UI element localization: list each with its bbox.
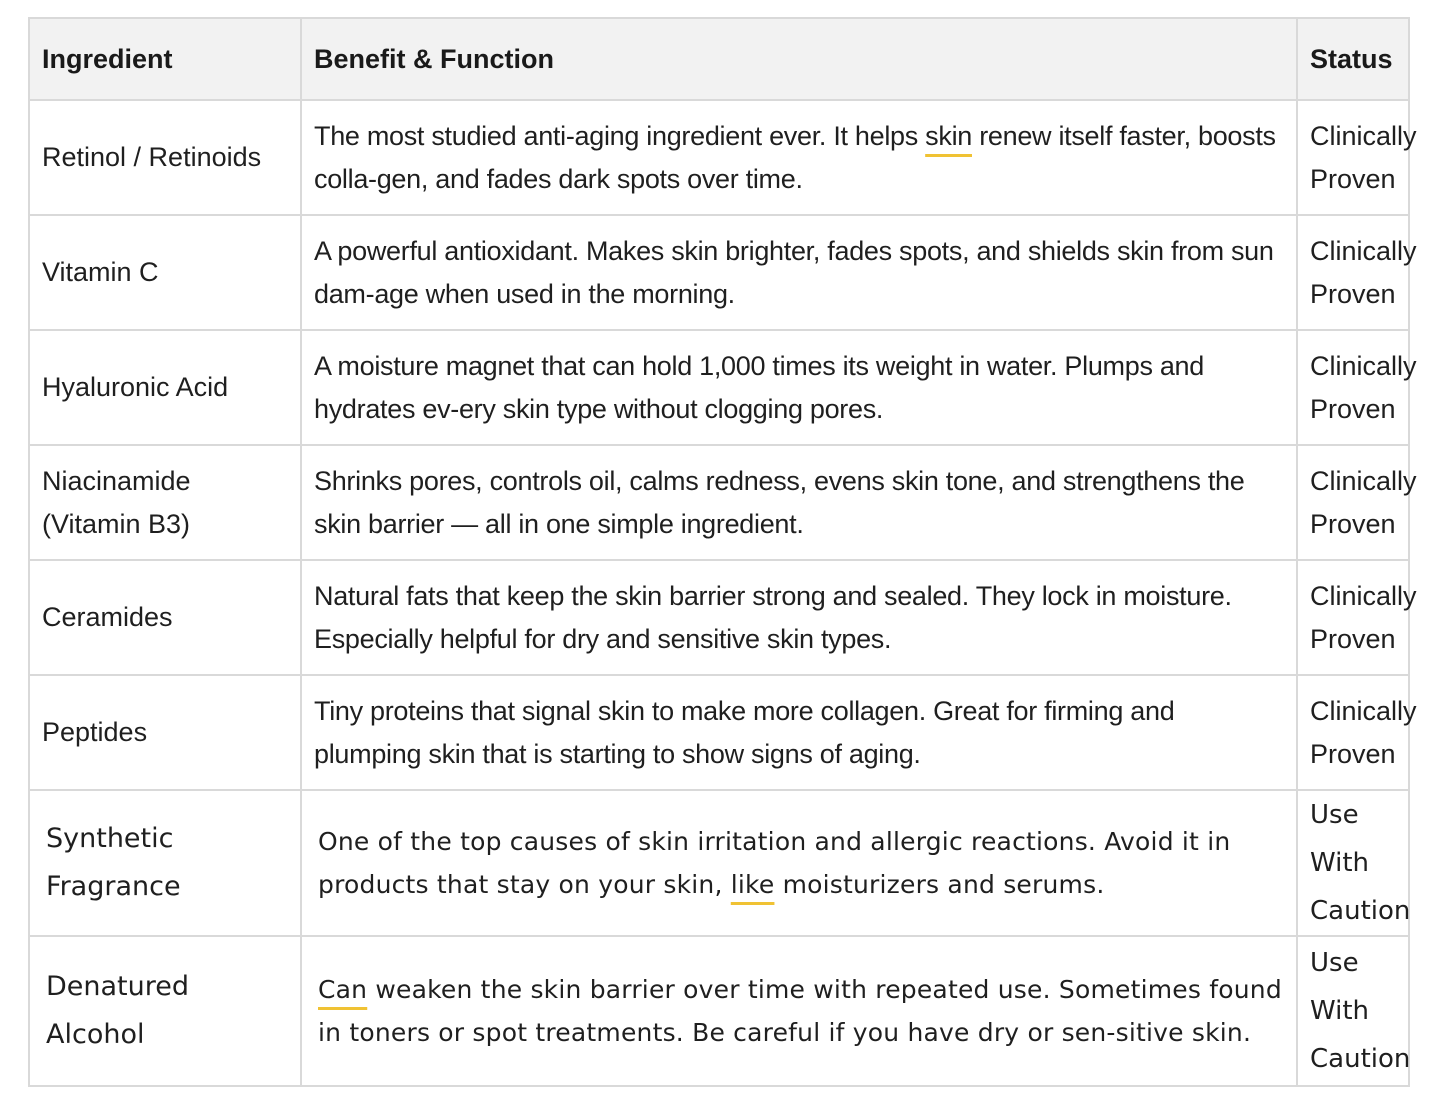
table-header-row bbox=[29, 18, 1409, 100]
ingredient-cell: Ceramides bbox=[29, 560, 301, 675]
benefit-cell: Natural fats that keep the skin barrier strong and sealed. They lock in moisture. Especially helpful for dry and sensitive skin types. bbox=[301, 560, 1297, 675]
header-benefit: Benefit & Function bbox=[301, 18, 1297, 100]
benefit-cell bbox=[301, 790, 1297, 936]
benefit-text: The most studied anti-aging ingredient ever. It helps bbox=[314, 120, 926, 151]
status-cell: Use With Caution bbox=[1297, 936, 1409, 1086]
benefit-cell bbox=[301, 100, 1297, 215]
status-cell: Clinically Proven bbox=[1297, 100, 1409, 215]
table-row bbox=[29, 100, 1409, 215]
benefit-cell bbox=[301, 936, 1297, 1086]
highlighted-word: Can bbox=[318, 975, 368, 1004]
ingredient-cell: Retinol / Retinoids bbox=[29, 100, 301, 215]
table-row bbox=[29, 445, 1409, 560]
benefit-text: renew itself faster, boosts colla-gen, and fades dark spots over time. bbox=[314, 120, 1276, 194]
benefit-cell: A powerful antioxidant. Makes skin brighter, fades spots, and shields skin from sun dam-age when used in the morning. bbox=[301, 215, 1297, 330]
benefit-text: moisturizers and serums. bbox=[774, 870, 1105, 899]
header-ingredient: Ingredient bbox=[29, 18, 301, 100]
table-row bbox=[29, 560, 1409, 675]
status-cell: Use With Caution bbox=[1297, 790, 1409, 936]
status-cell: Clinically Proven bbox=[1297, 560, 1409, 675]
ingredient-cell: Vitamin C bbox=[29, 215, 301, 330]
table-row bbox=[29, 215, 1409, 330]
ingredients-table bbox=[28, 17, 1417, 1087]
table-row bbox=[29, 330, 1409, 445]
status-cell: Clinically Proven bbox=[1297, 330, 1409, 445]
status-cell: Clinically Proven bbox=[1297, 675, 1409, 790]
table-row bbox=[29, 936, 1409, 1086]
table-row bbox=[29, 790, 1409, 936]
benefit-cell: Tiny proteins that signal skin to make more collagen. Great for firming and plumping skin that is starting to show signs of aging. bbox=[301, 675, 1297, 790]
header-status: Status bbox=[1297, 18, 1409, 100]
benefit-cell: Shrinks pores, controls oil, calms redness, evens skin tone, and strengthens the skin barrier — all in one simple ingredient. bbox=[301, 445, 1297, 560]
benefit-text: weaken the skin barrier over time with repeated use. Sometimes found in toners or spot treatments. Be careful if you have dry or sen-sitive skin. bbox=[318, 975, 1282, 1047]
ingredient-cell: Peptides bbox=[29, 675, 301, 790]
status-cell: Clinically Proven bbox=[1297, 445, 1409, 560]
benefit-text: One of the top causes of skin irritation and allergic reactions. Avoid it in products that stay on your skin, bbox=[318, 827, 1231, 899]
highlighted-word: skin bbox=[925, 120, 972, 151]
benefit-cell: A moisture magnet that can hold 1,000 times its weight in water. Plumps and hydrates ev-ery skin type without clogging pores. bbox=[301, 330, 1297, 445]
highlighted-word: like bbox=[730, 870, 775, 899]
ingredient-cell: Denatured Alcohol bbox=[29, 936, 301, 1086]
ingredient-cell: Hyaluronic Acid bbox=[29, 330, 301, 445]
status-cell: Clinically Proven bbox=[1297, 215, 1409, 330]
table-row bbox=[29, 675, 1409, 790]
ingredient-cell: Synthetic Fragrance bbox=[29, 790, 301, 936]
ingredient-cell: Niacinamide (Vitamin B3) bbox=[29, 445, 301, 560]
